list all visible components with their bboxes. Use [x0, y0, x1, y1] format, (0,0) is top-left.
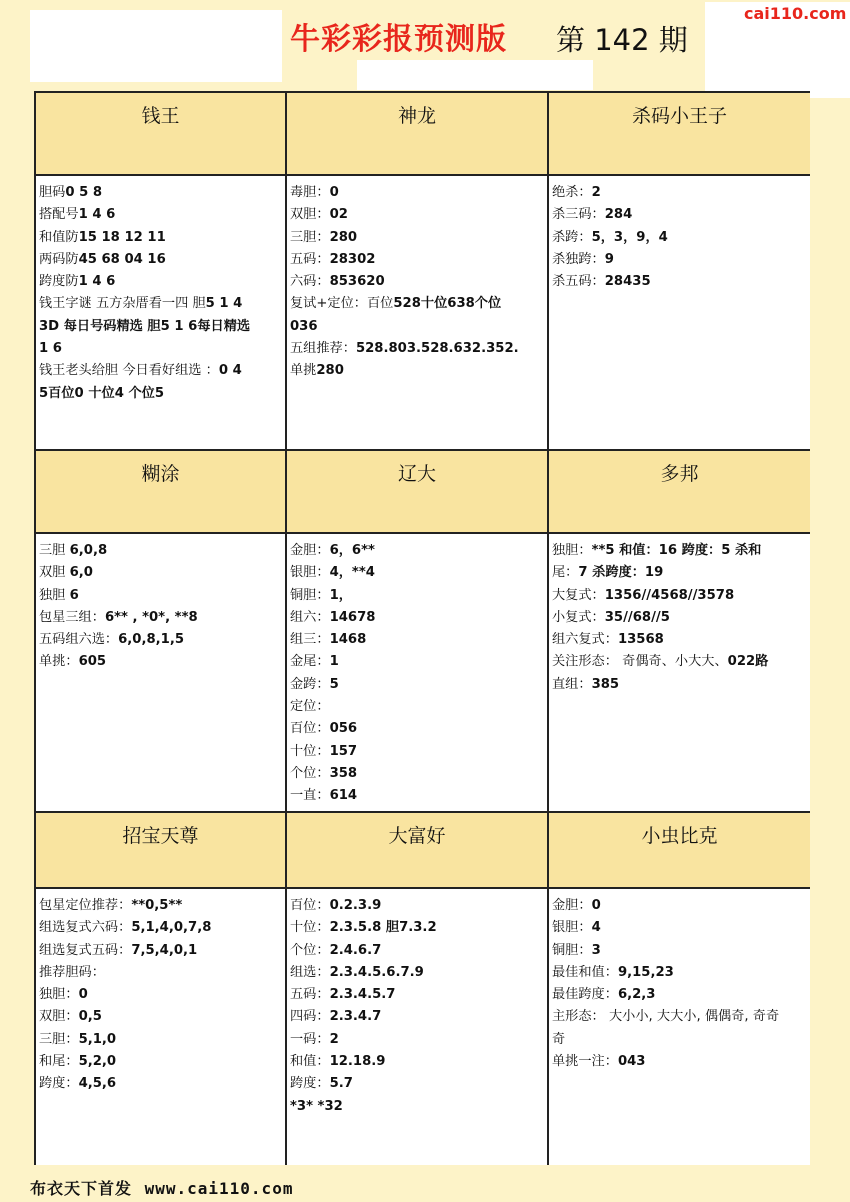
line-value: 1356//4568//3578 [604, 587, 735, 603]
line-value: 6 [69, 587, 79, 603]
line-value: 2 [329, 1031, 339, 1047]
line-value: 1468 [329, 632, 367, 648]
line-value: 7,5,4,0,1 [131, 942, 198, 958]
line-label: 单挑： [39, 654, 79, 670]
prediction-line [39, 917, 282, 939]
line-value: 605 [78, 654, 107, 670]
line-value: 45 68 04 16 [78, 251, 166, 267]
cell-header-5: 辽大 [287, 451, 549, 534]
line-value: 5.7 [329, 1076, 353, 1092]
footer-url[interactable]: www.cai110.com [144, 1179, 294, 1198]
prediction-line [552, 1029, 807, 1051]
prediction-grid [34, 91, 810, 1165]
cell-header-1: 钱王 [36, 93, 287, 176]
line-label: 关注形态： 奇偶奇、小大大、 [552, 654, 728, 670]
line-label: 组选复式六码： [39, 920, 132, 936]
line-value: 1 6 [39, 341, 62, 357]
line-value: 056 [329, 721, 358, 737]
footer [30, 1176, 293, 1199]
prediction-line [290, 1051, 544, 1073]
cell-body-2 [287, 176, 549, 451]
prediction-line [39, 629, 282, 651]
line-value: 853620 [329, 274, 385, 290]
issue-number: 第 142 期 [556, 23, 688, 57]
prediction-line [290, 540, 544, 562]
line-label: 组六复式： [552, 632, 618, 648]
prediction-line [552, 651, 807, 673]
prediction-line [290, 741, 544, 763]
line-label: 组六： [290, 609, 330, 625]
line-value: 6,2,3 [617, 987, 656, 1003]
line-label: 和尾： [39, 1054, 79, 1070]
line-value: 528十位638个位 [393, 296, 502, 312]
cell-header-7: 招宝天尊 [36, 813, 287, 889]
cell-header-9: 小虫比克 [549, 813, 810, 889]
prediction-line [39, 940, 282, 962]
prediction-line [39, 1073, 282, 1095]
prediction-line [39, 383, 282, 405]
line-label: 和值： [290, 1054, 330, 1070]
line-value: 0.2.3.9 [329, 898, 382, 913]
line-value: 0 [329, 185, 339, 200]
cell-body-6 [549, 534, 810, 813]
line-value: 036 [290, 318, 318, 334]
line-label: 金跨： [290, 676, 330, 692]
cell-body-1 [36, 176, 287, 451]
line-value: 4，**4 [329, 565, 375, 581]
blank-box-center [357, 60, 593, 90]
prediction-line [552, 227, 807, 249]
line-value: 13568 [617, 632, 664, 648]
line-value: 6,0,8,1,5 [118, 632, 185, 648]
line-label: 包星三组： [39, 609, 105, 625]
line-value: *3* *32 [290, 1098, 343, 1114]
prediction-line [290, 562, 544, 584]
prediction-line [39, 962, 282, 984]
prediction-line [290, 1006, 544, 1028]
prediction-line [552, 962, 807, 984]
line-value: 280 [316, 363, 344, 379]
line-value: 5，3，9，4 [591, 229, 668, 245]
line-value: 528.803.528.632.352. [355, 341, 519, 357]
prediction-line [290, 696, 544, 718]
line-label: 银胆： [552, 920, 592, 936]
prediction-line [39, 204, 282, 226]
line-label: 定位： [290, 699, 330, 715]
line-label: 包星定位推荐： [39, 898, 132, 913]
line-value: 0 [591, 898, 601, 913]
prediction-line [552, 984, 807, 1006]
prediction-line [552, 917, 807, 939]
cell-body-5 [287, 534, 549, 813]
prediction-line [39, 338, 282, 360]
line-value: 2.3.4.5.7 [329, 987, 396, 1003]
line-value: 3D 每日号码精选 胆5 1 6每日精选 [39, 318, 251, 334]
prediction-line [39, 293, 282, 315]
prediction-line [290, 962, 544, 984]
line-label: 独胆 [39, 587, 70, 603]
line-label: 双胆 [39, 565, 70, 581]
prediction-line [39, 651, 282, 673]
line-value: 614 [329, 788, 358, 804]
paper-title: 牛彩彩报预测版 [290, 22, 507, 57]
line-label: 主形态： 大小小, 大大小, 偶偶奇, 奇奇 [552, 1009, 780, 1025]
prediction-line [290, 651, 544, 673]
line-label: 两码防 [39, 251, 79, 267]
cell-body-9 [549, 889, 810, 1165]
line-value: 2.4.6.7 [329, 942, 382, 958]
line-label: 跨度： [290, 1076, 330, 1092]
prediction-line [290, 895, 544, 917]
prediction-line [290, 249, 544, 271]
line-label: 组选： [290, 964, 330, 980]
line-label: 十位： [290, 920, 330, 936]
line-value: **5 和值：16 跨度：5 杀和 [591, 543, 762, 558]
line-label: 单挑一注： [552, 1054, 618, 1070]
prediction-line [290, 607, 544, 629]
line-label: 六码： [290, 274, 330, 290]
prediction-line [39, 360, 282, 382]
prediction-line [552, 182, 807, 204]
prediction-line [290, 785, 544, 807]
prediction-line [290, 316, 544, 338]
footer-text: 布衣天下首发 [30, 1179, 133, 1198]
line-value: 3 [591, 942, 601, 958]
line-value: 2.3.4.7 [329, 1009, 382, 1025]
prediction-line [39, 249, 282, 271]
prediction-line [39, 984, 282, 1006]
line-label: 跨度： [39, 1076, 79, 1092]
prediction-line [290, 1096, 544, 1118]
line-label: 银胆： [290, 565, 330, 581]
line-value: 6** , *0*, **8 [104, 609, 198, 625]
prediction-line [290, 718, 544, 740]
line-label: 个位： [290, 942, 330, 958]
prediction-line [552, 674, 807, 696]
cell-header-2: 神龙 [287, 93, 549, 176]
prediction-line [290, 360, 544, 382]
prediction-line [290, 1029, 544, 1051]
line-label: 三胆： [39, 1031, 79, 1047]
prediction-line [290, 984, 544, 1006]
line-label: 三胆： [290, 229, 330, 245]
line-value: 4 [591, 920, 601, 936]
prediction-line [39, 895, 282, 917]
prediction-line [552, 271, 807, 293]
prediction-line [552, 1051, 807, 1073]
line-label: 双胆： [39, 1009, 79, 1025]
prediction-line [290, 271, 544, 293]
prediction-line [39, 316, 282, 338]
prediction-line [290, 1073, 544, 1095]
prediction-line [290, 585, 544, 607]
line-label: 金尾： [290, 654, 330, 670]
prediction-line [290, 227, 544, 249]
line-label: 金胆： [290, 543, 330, 558]
line-label: 百位： [290, 721, 330, 737]
line-label: 和值防 [39, 229, 79, 245]
line-value: 9 [604, 251, 614, 267]
line-value: 6,0 [69, 565, 93, 581]
line-label: 杀五码： [552, 274, 605, 290]
line-value: 2.3.4.5.6.7.9 [329, 964, 424, 980]
prediction-line [39, 1029, 282, 1051]
line-value: 5,1,4,0,7,8 [131, 920, 212, 936]
prediction-line [39, 271, 282, 293]
line-label: 杀三码： [552, 207, 605, 223]
line-value: 6，6** [329, 543, 375, 558]
prediction-line [552, 629, 807, 651]
prediction-line [290, 204, 544, 226]
line-value: 2 [591, 185, 601, 200]
prediction-line [552, 562, 807, 584]
prediction-line [290, 338, 544, 360]
prediction-line [552, 1006, 807, 1028]
line-value: 1 4 6 [78, 274, 116, 290]
line-label: 跨度防 [39, 274, 79, 290]
prediction-line [290, 629, 544, 651]
blank-box-left [30, 10, 282, 82]
line-value: 0 4 [218, 363, 242, 379]
line-label: 双胆： [290, 207, 330, 223]
line-value: 0 [78, 987, 88, 1003]
prediction-line [39, 1051, 282, 1073]
prediction-line [39, 540, 282, 562]
prediction-line [39, 585, 282, 607]
line-label: 个位： [290, 765, 330, 781]
line-value: 0,5 [78, 1009, 102, 1025]
line-value: 02 [329, 207, 348, 223]
line-value: 1 4 6 [78, 207, 116, 223]
prediction-line [290, 182, 544, 204]
line-label: 组三： [290, 632, 330, 648]
line-value: 157 [329, 743, 358, 759]
line-label: 金胆： [552, 898, 592, 913]
line-label: 四码： [290, 1009, 330, 1025]
line-label: 绝杀： [552, 185, 592, 200]
line-value: **0,5** [131, 898, 183, 913]
line-value: 4,5,6 [78, 1076, 117, 1092]
prediction-line [39, 607, 282, 629]
line-label: 钱王字谜 五方杂厝看一四 胆 [39, 296, 206, 312]
line-value: 7 杀跨度：19 [578, 565, 664, 581]
line-label: 单挑 [290, 363, 317, 379]
prediction-line [552, 585, 807, 607]
cell-body-7 [36, 889, 287, 1165]
prediction-line [552, 540, 807, 562]
prediction-line [290, 940, 544, 962]
prediction-line [39, 182, 282, 204]
line-label: 杀独跨： [552, 251, 605, 267]
line-value: 358 [329, 765, 358, 781]
line-label: 大复式： [552, 587, 605, 603]
cell-header-8: 大富好 [287, 813, 549, 889]
prediction-line [39, 1006, 282, 1028]
line-label: 五组推荐： [290, 341, 356, 357]
line-label: 复试+定位：百位 [290, 296, 394, 312]
line-label: 三胆 [39, 543, 70, 558]
line-label: 十位： [290, 743, 330, 759]
line-value: 022路 [727, 654, 769, 670]
line-label: 推荐胆码： [39, 964, 105, 980]
line-value: 1， [329, 587, 352, 603]
line-value: 12.18.9 [329, 1054, 386, 1070]
prediction-line [290, 293, 544, 315]
line-label: 胆码 [39, 185, 66, 200]
line-label: 一直： [290, 788, 330, 804]
line-label: 五码组六选： [39, 632, 119, 648]
line-label: 铜胆： [552, 942, 592, 958]
prediction-line [552, 940, 807, 962]
site-logo[interactable]: cai110.com [744, 4, 847, 23]
line-value: 6,0,8 [69, 543, 108, 558]
prediction-line [290, 763, 544, 785]
prediction-line [552, 607, 807, 629]
line-value: 28302 [329, 251, 376, 267]
prediction-line [290, 674, 544, 696]
line-label: 最佳和值： [552, 964, 618, 980]
line-label: 直组： [552, 676, 592, 692]
line-label: 百位： [290, 898, 330, 913]
line-value: 14678 [329, 609, 376, 625]
line-label: 一码： [290, 1031, 330, 1047]
cell-body-3 [549, 176, 810, 451]
line-value: 5 [329, 676, 339, 692]
line-label: 奇 [552, 1031, 566, 1047]
cell-header-6: 多邦 [549, 451, 810, 534]
line-value: 5百位0 十位4 个位5 [39, 385, 165, 401]
line-value: 5,2,0 [78, 1054, 117, 1070]
line-value: 0 5 8 [65, 185, 103, 200]
line-label: 五码： [290, 251, 330, 267]
line-label: 钱王老头给胆 今日看好组选 ： [39, 363, 219, 379]
line-value: 5,1,0 [78, 1031, 117, 1047]
line-label: 五码： [290, 987, 330, 1003]
line-value: 043 [617, 1054, 646, 1070]
prediction-line [39, 562, 282, 584]
line-label: 搭配号 [39, 207, 79, 223]
line-value: 385 [591, 676, 620, 692]
line-label: 尾： [552, 565, 579, 581]
line-label: 铜胆： [290, 587, 330, 603]
line-label: 独胆： [552, 543, 592, 558]
line-value: 280 [329, 229, 358, 245]
line-label: 小复式： [552, 609, 605, 625]
line-value: 5 1 4 [205, 296, 243, 312]
line-value: 2.3.5.8 胆7.3.2 [329, 920, 437, 936]
cell-header-3: 杀码小王子 [549, 93, 810, 176]
line-value: 28435 [604, 274, 651, 290]
prediction-line [39, 227, 282, 249]
prediction-line [552, 895, 807, 917]
prediction-line [552, 204, 807, 226]
line-label: 毒胆： [290, 185, 330, 200]
line-value: 35//68//5 [604, 609, 670, 625]
prediction-line [552, 249, 807, 271]
prediction-line [290, 917, 544, 939]
line-label: 杀跨： [552, 229, 592, 245]
line-value: 1 [329, 654, 339, 670]
cell-body-4 [36, 534, 287, 813]
cell-body-8 [287, 889, 549, 1165]
line-label: 最佳跨度： [552, 987, 618, 1003]
line-value: 284 [604, 207, 633, 223]
line-label: 组选复式五码： [39, 942, 132, 958]
line-label: 独胆： [39, 987, 79, 1003]
line-value: 9,15,23 [617, 964, 674, 980]
cell-header-4: 糊涂 [36, 451, 287, 534]
line-value: 15 18 12 11 [78, 229, 166, 245]
